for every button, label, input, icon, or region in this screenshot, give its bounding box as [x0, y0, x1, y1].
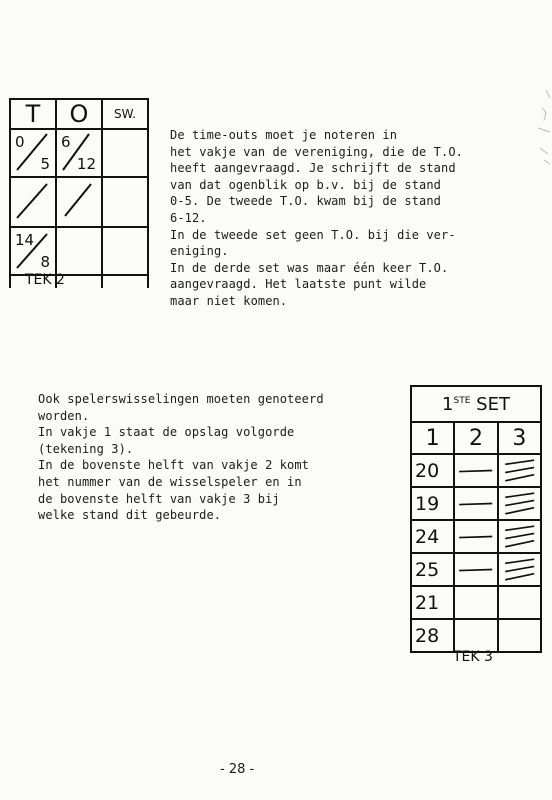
- tek3-row: [411, 553, 541, 586]
- tek3-cell-empty: [498, 619, 541, 652]
- tek3-score: 28: [411, 619, 454, 652]
- tek2-cell-den: 12: [76, 155, 96, 173]
- tek2-header-sw: SW.: [102, 99, 148, 129]
- tek3-col-1: 1: [411, 422, 454, 454]
- tek2-cell-empty: [102, 129, 148, 177]
- tek2-cell: [10, 227, 56, 275]
- tek3-score: 19: [411, 487, 454, 520]
- tek3-row: [411, 520, 541, 553]
- tek2-cell-num: 14: [15, 231, 35, 249]
- tek3-title-set: SET: [476, 393, 510, 415]
- tek2-header-o: O: [56, 99, 102, 129]
- tek2-cell: [56, 177, 102, 227]
- tek3-cell-empty: [498, 586, 541, 619]
- tek3-row: [411, 586, 541, 619]
- tek2-grid: [9, 98, 149, 288]
- dash-mark: [454, 520, 497, 553]
- page-number: - 28 -: [220, 762, 255, 777]
- timeout-paragraph: De time-outs moet je noteren in het vakje van de vereniging, die de T.O. heeft aangevraagd. Je schrijft de stand van dat ogenblik op b.v. bij de stand 0-5. De tweede T.O. kwam bij de stand 6-12. In de tweede set geen T.O. bij die ver- eniging. In de derde set was maar één keer T.O. aangevraagd. Het laatste punt wilde maar niet komen.: [170, 128, 463, 308]
- substitution-paragraph: Ook spelerswisselingen moeten genoteerd worden. In vakje 1 staat de opslag volgorde (tekening 3). In de bovenste helft van vakje 2 komt het nummer van de wisselspeler en in de bovenste helft van vakje 3 bij welke stand dit gebeurde.: [38, 392, 324, 523]
- tek3-cell-empty: [454, 586, 497, 619]
- tek3-score: 25: [411, 553, 454, 586]
- tek3-row: [411, 487, 541, 520]
- tek3-score: 20: [411, 454, 454, 487]
- tek3-title-sup: STE: [453, 395, 471, 406]
- tek3-row: [411, 619, 541, 652]
- tek2-row: [10, 177, 148, 227]
- slash-mark: [11, 178, 55, 222]
- tek2-row: [10, 227, 148, 275]
- tek2-cell: [10, 177, 56, 227]
- tek2-cell-empty: [56, 227, 102, 275]
- tek3-caption: TEK 3: [453, 649, 493, 665]
- tek2-cell: [10, 129, 56, 177]
- tek2-cell-empty: [102, 177, 148, 227]
- dash-mark: [454, 487, 497, 520]
- tek3-cell-empty: [454, 619, 497, 652]
- tek3-score: 24: [411, 520, 454, 553]
- tek2-cell: [56, 129, 102, 177]
- tek3-col-3: 3: [498, 422, 541, 454]
- triple-stroke-mark: [498, 454, 541, 487]
- triple-stroke-mark: [498, 487, 541, 520]
- tek3-row: [411, 454, 541, 487]
- tek3-title: [411, 386, 541, 422]
- slash-mark: [57, 178, 101, 222]
- tek3-col-2: 2: [454, 422, 497, 454]
- tek3-title-number: 1: [442, 393, 454, 415]
- tek2-caption: TEK 2: [25, 272, 65, 288]
- triple-stroke-mark: [498, 520, 541, 553]
- triple-stroke-mark: [498, 553, 541, 586]
- dash-mark: [454, 454, 497, 487]
- tek3-grid: [410, 385, 542, 653]
- dash-mark: [454, 553, 497, 586]
- scan-edge-smudge: [532, 88, 552, 168]
- tek2-cell-num: 6: [61, 133, 71, 151]
- tek2-cell-empty: [102, 227, 148, 275]
- tek2-cell-den: 5: [40, 155, 50, 173]
- tek2-row: [10, 129, 148, 177]
- tek3-score: 21: [411, 586, 454, 619]
- tek2-cell-den: 8: [40, 253, 50, 271]
- tek2-header-t: T: [10, 99, 56, 129]
- tek2-cell-num: 0: [15, 133, 25, 151]
